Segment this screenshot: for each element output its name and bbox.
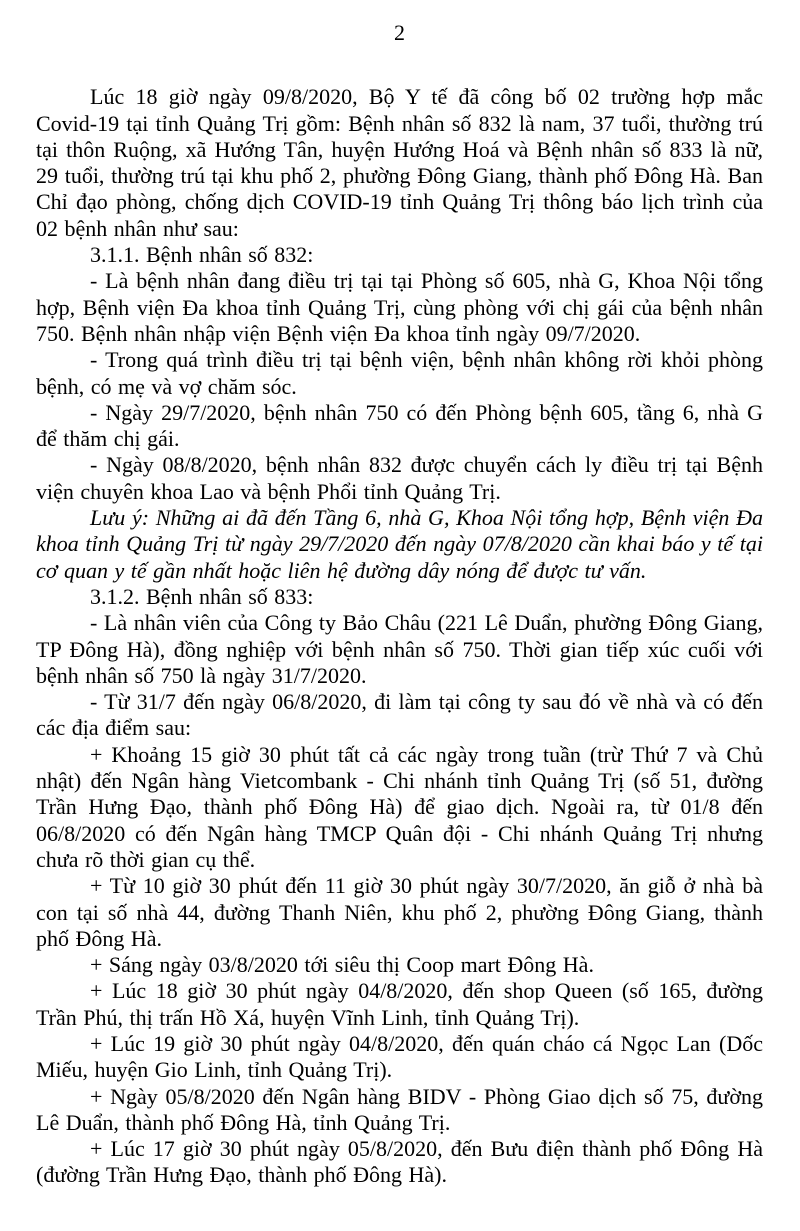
paragraph: + Lúc 18 giờ 30 phút ngày 04/8/2020, đến shop Queen (số 165, đường Trần Phú, thị trấn Hồ Xá, huyện Vĩnh Linh, tỉnh Quảng Trị).	[36, 978, 763, 1030]
paragraph: + Khoảng 15 giờ 30 phút tất cả các ngày trong tuần (trừ Thứ 7 và Chủ nhật) đến Ngân hàng Vietcombank - Chi nhánh tỉnh Quảng Trị (số 51, đường Trần Hưng Đạo, thành phố Đông Hà) để giao dịch. Ngoài ra, từ 01/8 đến 06/8/2020 có đến Ngân hàng TMCP Quân đội - Chi nhánh Quảng Trị nhưng chưa rõ thời gian cụ thể.	[36, 741, 763, 872]
paragraph: + Lúc 19 giờ 30 phút ngày 04/8/2020, đến quán cháo cá Ngọc Lan (Dốc Miếu, huyện Gio Linh, tỉnh Quảng Trị).	[36, 1030, 763, 1083]
paragraph: - Ngày 08/8/2020, bệnh nhân 832 được chuyển cách ly điều trị tại Bệnh viện chuyên khoa Lao và bệnh Phổi tỉnh Quảng Trị.	[36, 452, 763, 504]
paragraph: + Lúc 17 giờ 30 phút ngày 05/8/2020, đến Bưu điện thành phố Đông Hà (đường Trần Hưng Đạo, thành phố Đông Hà).	[36, 1136, 763, 1188]
paragraph: - Là nhân viên của Công ty Bảo Châu (221 Lê Duẩn, phường Đông Giang, TP Đông Hà), đồng nghiệp với bệnh nhân số 750. Thời gian tiếp xúc cuối với bệnh nhân số 750 là ngày 31/7/2020.	[36, 610, 763, 688]
paragraph: + Sáng ngày 03/8/2020 tới siêu thị Coop mart Đông Hà.	[90, 952, 594, 978]
paragraph: Lưu ý: Những ai đã đến Tầng 6, nhà G, Khoa Nội tổng hợp, Bệnh viện Đa khoa tỉnh Quảng Trị từ ngày 29/7/2020 đến ngày 07/8/2020 cần khai báo y tế tại cơ quan y tế gần nhất hoặc liên hệ đường dây nóng để được tư vấn.	[36, 505, 763, 583]
paragraph: + Từ 10 giờ 30 phút đến 11 giờ 30 phút ngày 30/7/2020, ăn giỗ ở nhà bà con tại số nhà 44, đường Thanh Niên, khu phố 2, phường Đông Giang, thành phố Đông Hà.	[36, 873, 763, 951]
paragraph: - Từ 31/7 đến ngày 06/8/2020, đi làm tại công ty sau đó về nhà và có đến các địa điểm sau:	[36, 689, 763, 741]
paragraph: 3.1.1. Bệnh nhân số 832:	[90, 242, 314, 268]
document-body	[36, 84, 763, 1188]
page-number: 2	[394, 20, 405, 45]
paragraph: 3.1.2. Bệnh nhân số 833:	[90, 583, 314, 609]
paragraph: - Ngày 29/7/2020, bệnh nhân 750 có đến Phòng bệnh 605, tầng 6, nhà G để thăm chị gái.	[36, 399, 763, 452]
paragraph: - Trong quá trình điều trị tại bệnh viện, bệnh nhân không rời khỏi phòng bệnh, có mẹ và vợ chăm sóc.	[36, 347, 763, 399]
paragraph: - Là bệnh nhân đang điều trị tại tại Phòng số 605, nhà G, Khoa Nội tổng hợp, Bệnh viện Đa khoa tỉnh Quảng Trị, cùng phòng với chị gái của bệnh nhân 750. Bệnh nhân nhập viện Bệnh viện Đa khoa tỉnh ngày 09/7/2020.	[36, 268, 763, 346]
paragraph: Lúc 18 giờ ngày 09/8/2020, Bộ Y tế đã công bố 02 trường hợp mắc Covid-19 tại tỉnh Quảng Trị gồm: Bệnh nhân số 832 là nam, 37 tuổi, thường trú tại thôn Ruộng, xã Hướng Tân, huyện Hướng Hoá và Bệnh nhân số 833 là nữ, 29 tuổi, thường trú tại khu phố 2, phường Đông Giang, thành phố Đông Hà. Ban Chỉ đạo phòng, chống dịch COVID-19 tỉnh Quảng Trị thông báo lịch trình của 02 bệnh nhân như sau:	[36, 84, 763, 241]
paragraph: + Ngày 05/8/2020 đến Ngân hàng BIDV - Phòng Giao dịch số 75, đường Lê Duẩn, thành phố Đông Hà, tỉnh Quảng Trị.	[36, 1083, 763, 1135]
